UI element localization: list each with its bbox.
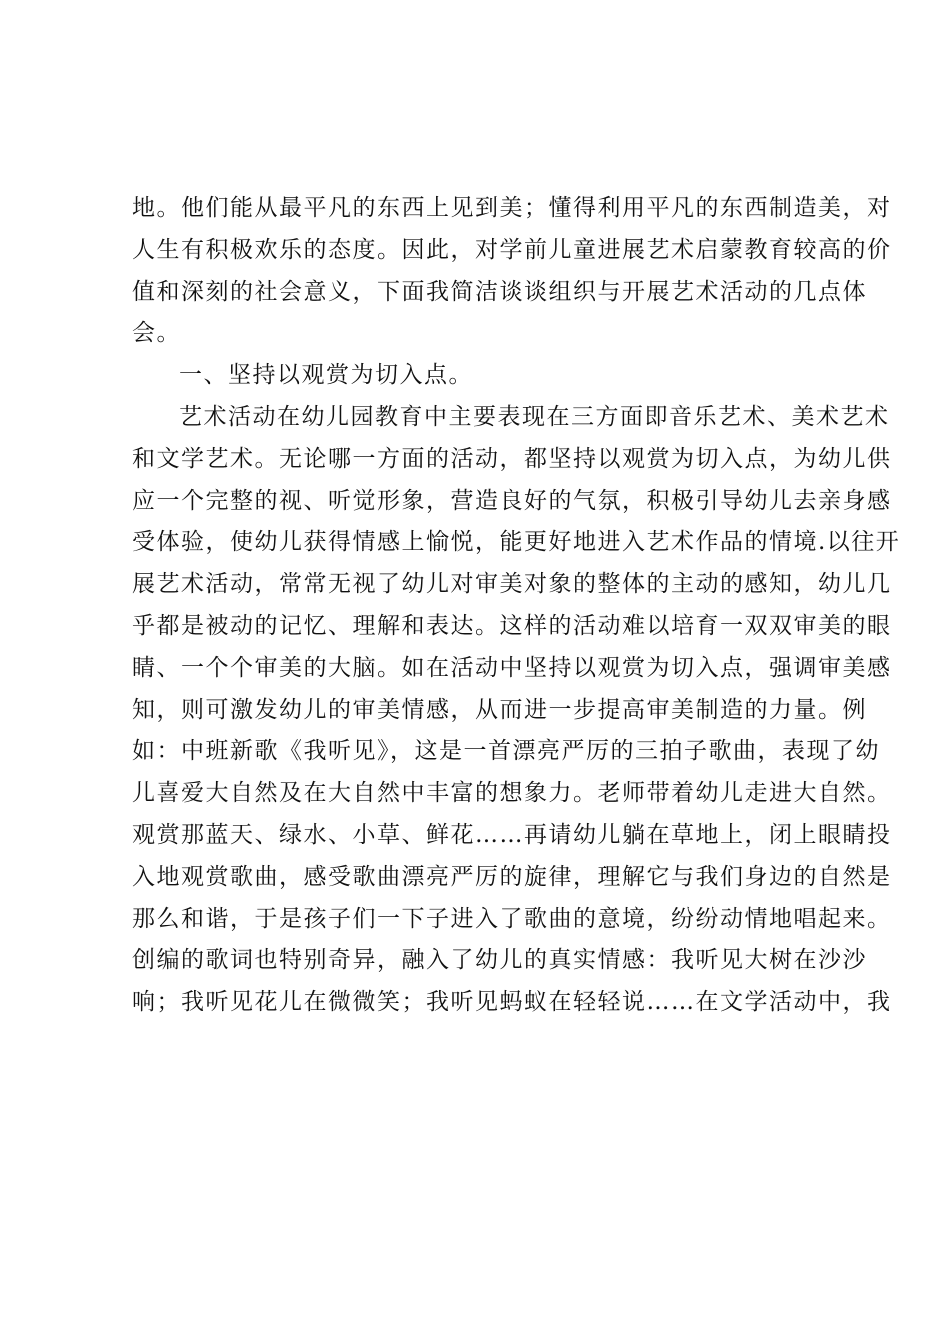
section-heading: 一、坚持以观赏为切入点。 — [179, 362, 473, 389]
text-line: 乎都是被动的记忆、理解和表达。这样的活动难以培育一双双审美的眼 — [132, 612, 892, 639]
text-line: 创编的歌词也特别奇异，融入了幼儿的真实情感：我听见大树在沙沙 — [132, 947, 867, 974]
text-line: 人生有积极欢乐的态度。因此，对学前儿童进展艺术启蒙教育较高的价 — [132, 236, 892, 263]
text-line: 观赏那蓝天、绿水、小草、鲜花……再请幼儿躺在草地上，闭上眼睛投 — [132, 821, 892, 848]
text-line: 如：中班新歌《我听见》，这是一首漂亮严厉的三拍子歌曲，表现了幼 — [132, 738, 880, 765]
text-line: 知，则可激发幼儿的审美情感，从而进一步提高审美制造的力量。例 — [132, 696, 867, 723]
text-line: 应一个完整的视、听觉形象，营造良好的气氛，积极引导幼儿去亲身感 — [132, 487, 892, 514]
text-line: 和文学艺术。无论哪一方面的活动，都坚持以观赏为切入点，为幼儿供 — [132, 445, 892, 472]
text-line: 那么和谐，于是孩子们一下子进入了歌曲的意境，纷纷动情地唱起来。 — [132, 905, 892, 932]
text-line: 受体验，使幼儿获得情感上愉悦，能更好地进入艺术作品的情境.以往开 — [132, 529, 901, 556]
text-line: 入地观赏歌曲，感受歌曲漂亮严厉的旋律，理解它与我们身边的自然是 — [132, 863, 892, 890]
text-line: 值和深刻的社会意义，下面我简洁谈谈组织与开展艺术活动的几点体 — [132, 278, 867, 305]
text-line: 艺术活动在幼儿园教育中主要表现在三方面即音乐艺术、美术艺术 — [179, 403, 890, 430]
text-line: 展艺术活动，常常无视了幼儿对审美对象的整体的主动的感知，幼儿几 — [132, 571, 892, 598]
text-line: 响；我听见花儿在微微笑；我听见蚂蚁在轻轻说……在文学活动中，我 — [132, 989, 892, 1016]
body-text — [132, 188, 901, 1024]
text-line: 地。他们能从最平凡的东西上见到美；懂得利用平凡的东西制造美，对 — [132, 195, 892, 221]
text-line: 睛、一个个审美的大脑。如在活动中坚持以观赏为切入点，强调审美感 — [132, 654, 892, 681]
text-line: 儿喜爱大自然及在大自然中丰富的想象力。老师带着幼儿走进大自然。 — [132, 780, 892, 807]
text-line: 会。 — [132, 320, 181, 347]
